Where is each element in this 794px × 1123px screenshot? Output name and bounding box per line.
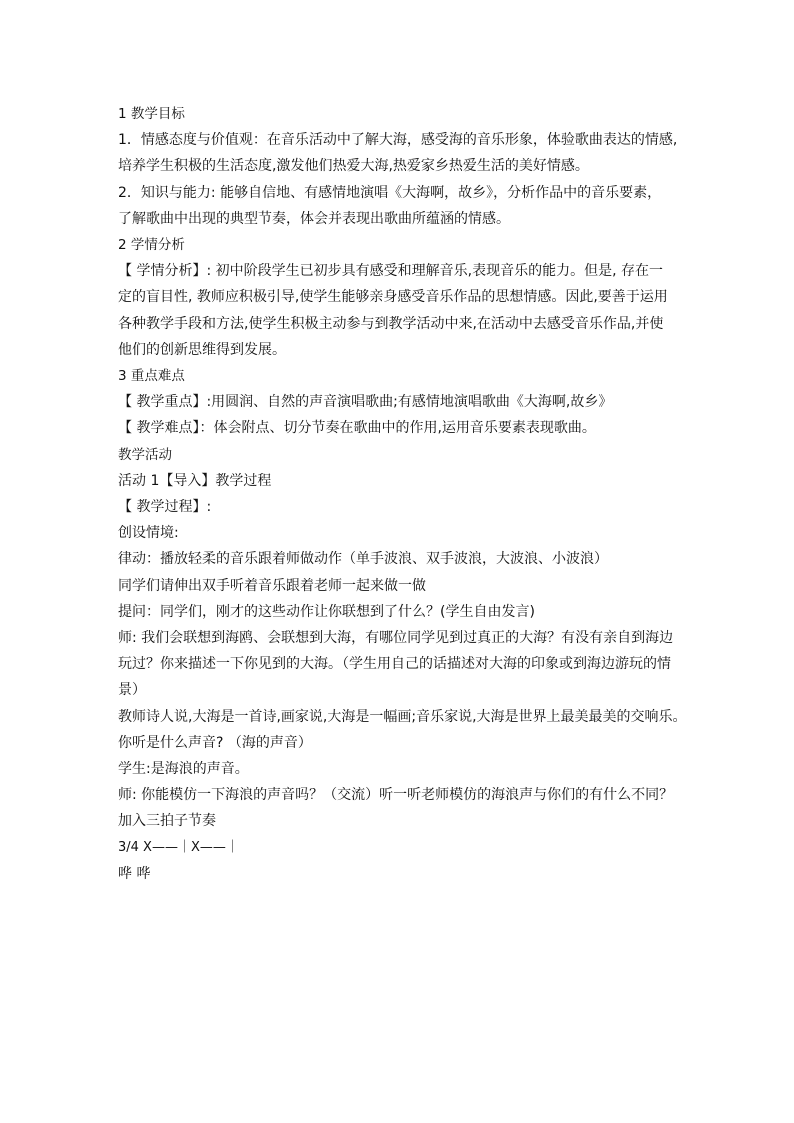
- text-line: 创设情境:: [118, 525, 179, 542]
- text-line: 师: 你能模仿一下海浪的声音吗？（交流）听一听老师模仿的海浪声与你们的有什么不同？: [118, 787, 674, 804]
- text-line: 1．情感态度与价值观：在音乐活动中了解大海，感受海的音乐形象，体验歌曲表达的情感,: [118, 132, 678, 149]
- text-line: 【 教学过程】:: [118, 499, 212, 516]
- text-line: 活动 1【导入】教学过程: [118, 472, 272, 489]
- text-line: 他们的创新思维得到发展。: [118, 341, 286, 358]
- text-line: 玩过？你来描述一下你见到的大海。（学生用自己的话描述对大海的印象或到海边游玩的情: [118, 656, 671, 673]
- section-heading-teaching-goals: 1 教学目标: [118, 106, 185, 122]
- text-line: 【 教学难点】：体会附点、切分节奏在歌曲中的作用,运用音乐要素表现歌曲。: [118, 420, 596, 437]
- text-line: 教师诗人说,大海是一首诗,画家说,大海是一幅画;音乐家说,大海是世界上最美最美的交响乐。: [118, 708, 687, 725]
- text-line: 提问：同学们，刚才的这些动作让你联想到了什么？(学生自由发言): [118, 603, 535, 620]
- document-body: [118, 101, 687, 887]
- text-line: 了解歌曲中出现的典型节奏，体会并表现出歌曲所蕴涵的情感。: [118, 210, 510, 227]
- section-heading-teaching-activity: 教学活动: [118, 446, 172, 463]
- text-line: 师: 我们会联想到海鸥、会联想到大海，有哪位同学见到过真正的大海？有没有亲自到海边: [118, 630, 674, 647]
- text-line: 学生:是海浪的声音。: [118, 761, 249, 778]
- text-line: 【 学情分析】: 初中阶段学生已初步具有感受和理解音乐,表现音乐的能力。但是, 存在一: [118, 263, 663, 280]
- text-line: 【 教学重点】:用圆润、自然的声音演唱歌曲;有感情地演唱歌曲《大海啊,故乡》: [118, 394, 613, 411]
- text-line: 你听是什么声音? （海的声音）: [118, 734, 312, 751]
- text-line: 景）: [118, 682, 146, 699]
- text-line: 各种教学手段和方法,使学生积极主动参与到教学活动中来,在活动中去感受音乐作品,并使: [118, 315, 664, 332]
- text-line: 定的盲目性, 教师应积极引导,使学生能够亲身感受音乐作品的思想情感。因此,要善于运用: [118, 289, 668, 306]
- text-line: 同学们请伸出双手听着音乐跟着老师一起来做一做: [118, 577, 426, 594]
- section-heading-student-analysis: 2 学情分析: [118, 237, 185, 254]
- rhythm-notation: 3/4 X——｜X——｜: [118, 839, 239, 855]
- text-line: 培养学生积极的生活态度,激发他们热爱大海,热爱家乡热爱生活的美好情感。: [118, 158, 589, 175]
- section-heading-key-points: 3 重点难点: [118, 368, 185, 385]
- text-line: 加入三拍子节奏: [118, 813, 216, 830]
- text-line: 2．知识与能力: 能够自信地、有感情地演唱《大海啊，故乡》，分析作品中的音乐要素，: [118, 184, 662, 201]
- text-line: 律动：播放轻柔的音乐跟着师做动作（单手波浪、双手波浪，大波浪、小波浪）: [118, 551, 608, 568]
- rhythm-lyrics: 哗 哗: [118, 865, 151, 882]
